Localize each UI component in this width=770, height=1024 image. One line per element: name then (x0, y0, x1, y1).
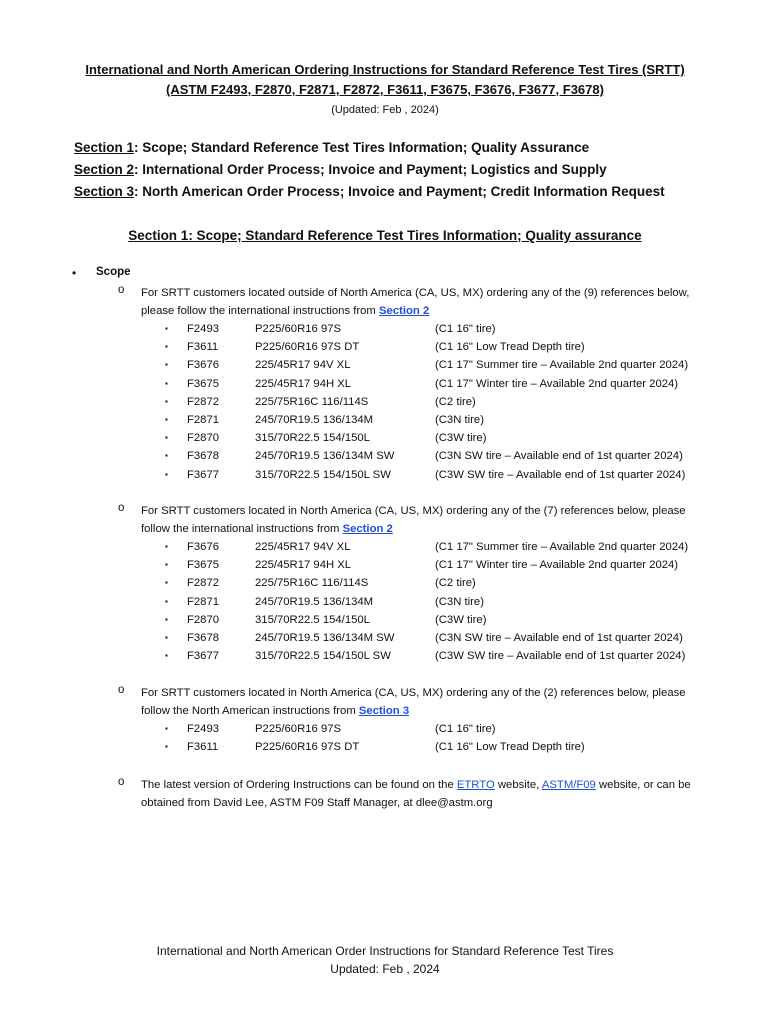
tire-size: 225/75R16C 116/114S (255, 395, 369, 408)
square-bullet-icon: ▪ (165, 415, 168, 424)
tire-description: (C3N tire) (435, 595, 484, 608)
section-1-heading: Section 1: Scope; Standard Reference Test Tires Information; Quality assurance (128, 228, 642, 243)
astm-designation: F3675 (187, 559, 220, 572)
astm-designation: F3675 (187, 377, 220, 390)
toc-section-2 (74, 162, 607, 177)
section-3-link[interactable]: Section 3 (358, 705, 410, 717)
tire-description: (C1 16" Low Tread Depth tire) (435, 341, 585, 354)
toc-section-2-label: Section 2 (74, 162, 135, 177)
square-bullet-icon: ▪ (165, 578, 168, 588)
group-3-intro (141, 684, 701, 720)
tire-description: (C3W tire) (435, 613, 487, 626)
square-bullet-icon: ▪ (165, 742, 168, 752)
tire-size: P225/60R16 97S (255, 323, 342, 335)
sub-bullet-icon: o (118, 284, 125, 296)
tire-description: (C3W SW tire – Available end of 1st quarter 2024) (435, 468, 686, 481)
scope-label: Scope (96, 266, 131, 278)
square-bullet-icon: ▪ (165, 342, 168, 352)
tire-size: P225/60R16 97S (255, 723, 342, 735)
group-2-intro (141, 502, 701, 538)
bullet-icon: • (72, 266, 77, 280)
astm-designation: F2871 (187, 595, 220, 608)
toc-section-2-text: : International Order Process; Invoice and Payment; Logistics and Supply (134, 162, 607, 177)
tire-size: P225/60R16 97S DT (255, 341, 360, 354)
square-bullet-icon: ▪ (165, 396, 168, 406)
astm-designation: F2493 (187, 723, 220, 735)
tire-description: (C1 16" Low Tread Depth tire) (435, 741, 585, 754)
toc-section-1-label: Section 1 (74, 140, 135, 155)
astm-f09-link[interactable]: ASTM/F09 (541, 779, 596, 791)
astm-designation: F2870 (187, 613, 220, 626)
astm-designation: F3677 (187, 650, 220, 663)
astm-designation: F2493 (187, 323, 220, 335)
tire-description: (C1 17" Summer tire – Available 2nd quarter 2024) (435, 359, 689, 372)
tire-description: (C1 17" Winter tire – Available 2nd quarter 2024) (435, 559, 679, 572)
square-bullet-icon: ▪ (165, 451, 168, 461)
astm-designation: F3678 (187, 632, 220, 644)
astm-designation: F3676 (187, 359, 220, 372)
tire-size: 245/70R19.5 136/134M SW (255, 632, 395, 644)
square-bullet-icon: ▪ (165, 360, 168, 370)
group-1-intro (141, 284, 701, 320)
section-2-link[interactable]: Section 2 (342, 523, 393, 535)
tire-size: 315/70R22.5 154/150L (255, 613, 370, 626)
tire-description: (C3N SW tire – Available end of 1st quarter 2024) (435, 450, 683, 463)
toc-section-1-text: : Scope; Standard Reference Test Tires Information; Quality Assurance (134, 140, 590, 155)
tire-description: (C3W tire) (435, 432, 487, 445)
tire-size: 225/45R17 94H XL (255, 559, 352, 572)
tire-description: (C2 tire) (435, 395, 476, 408)
square-bullet-icon: ▪ (165, 614, 168, 624)
latest-text-3: website, or can be obtained from David Lee, ASTM F09 Staff Manager, at dlee@astm.org (141, 779, 691, 809)
footer-title: International and North American Order Instructions for Standard Reference Test Tires (156, 944, 614, 958)
toc-section-3-label: Section 3 (74, 184, 135, 199)
tire-size: 245/70R19.5 136/134M (255, 414, 374, 426)
square-bullet-icon: ▪ (165, 378, 168, 388)
footer-updated: Updated: Feb , 2024 (330, 962, 440, 976)
updated-date: (Updated: Feb , 2024) (331, 104, 439, 116)
astm-designation: F2871 (187, 414, 220, 426)
tire-size: P225/60R16 97S DT (255, 741, 360, 754)
toc-section-3-text: : North American Order Process; Invoice and Payment; Credit Information Request (134, 184, 665, 199)
tire-size: 245/70R19.5 136/134M (255, 595, 374, 608)
tire-description: (C3N tire) (435, 414, 484, 426)
group-2-intro-text: For SRTT customers located in North America (CA, US, MX) ordering any of the (7) references below, please follow the international instructions from (141, 505, 686, 535)
square-bullet-icon: ▪ (165, 542, 168, 551)
sub-bullet-icon: o (118, 776, 125, 788)
astm-designation: F3611 (187, 341, 219, 354)
tire-size: 315/70R22.5 154/150L SW (255, 650, 391, 663)
tire-size: 315/70R22.5 154/150L (255, 432, 370, 445)
square-bullet-icon: ▪ (165, 433, 168, 443)
document-title-line2: (ASTM F2493, F2870, F2871, F2872, F3611, F3675, F3676, F3677, F3678) (166, 82, 604, 97)
tire-description: (C3N SW tire – Available end of 1st quarter 2024) (435, 632, 683, 644)
tire-description: (C1 17" Winter tire – Available 2nd quarter 2024) (435, 377, 679, 390)
group-1-intro-text: For SRTT customers located outside of North America (CA, US, MX) ordering any of the (9) references below, please follow the international instructions from (141, 287, 690, 317)
astm-designation: F3678 (187, 450, 220, 463)
toc-section-1 (74, 140, 589, 155)
tire-description: (C3W SW tire – Available end of 1st quarter 2024) (435, 650, 686, 663)
tire-size: 225/75R16C 116/114S (255, 577, 369, 590)
tire-description: (C1 17" Summer tire – Available 2nd quarter 2024) (435, 541, 689, 553)
square-bullet-icon: ▪ (165, 596, 168, 606)
tire-size: 225/45R17 94V XL (255, 541, 351, 553)
astm-designation: F3611 (187, 741, 219, 754)
astm-designation: F2870 (187, 432, 220, 445)
sub-bullet-icon: o (118, 502, 125, 514)
astm-designation: F3677 (187, 468, 220, 481)
tire-size: 315/70R22.5 154/150L SW (255, 468, 391, 481)
tire-description: (C1 16" tire) (435, 723, 496, 735)
sub-bullet-icon: o (118, 684, 125, 696)
tire-size: 225/45R17 94V XL (255, 359, 351, 372)
astm-designation: F3676 (187, 541, 220, 553)
etrto-link[interactable]: ETRTO (456, 779, 495, 791)
toc-section-3 (74, 184, 665, 199)
astm-designation: F2872 (187, 395, 220, 408)
section-2-link[interactable]: Section 2 (379, 305, 430, 317)
tire-description: (C1 16" tire) (435, 323, 496, 335)
square-bullet-icon: ▪ (165, 560, 168, 570)
latest-text-1: The latest version of Ordering Instructions can be found on the (141, 779, 457, 791)
latest-text-2: website, (494, 779, 542, 791)
tire-size: 245/70R19.5 136/134M SW (255, 450, 395, 463)
latest-version-note (141, 776, 701, 812)
square-bullet-icon: ▪ (165, 651, 168, 661)
square-bullet-icon: ▪ (165, 633, 168, 642)
tire-size: 225/45R17 94H XL (255, 377, 352, 390)
group-3-intro-text: For SRTT customers located in North America (CA, US, MX) ordering any of the (2) references below, please follow the North American instructions from (141, 687, 686, 717)
tire-description: (C2 tire) (435, 577, 476, 590)
square-bullet-icon: ▪ (165, 724, 168, 733)
astm-designation: F2872 (187, 577, 220, 590)
document-title-line1: International and North American Ordering Instructions for Standard Reference Test Tires (SRTT) (85, 62, 685, 77)
square-bullet-icon: ▪ (165, 324, 168, 333)
square-bullet-icon: ▪ (165, 469, 168, 479)
